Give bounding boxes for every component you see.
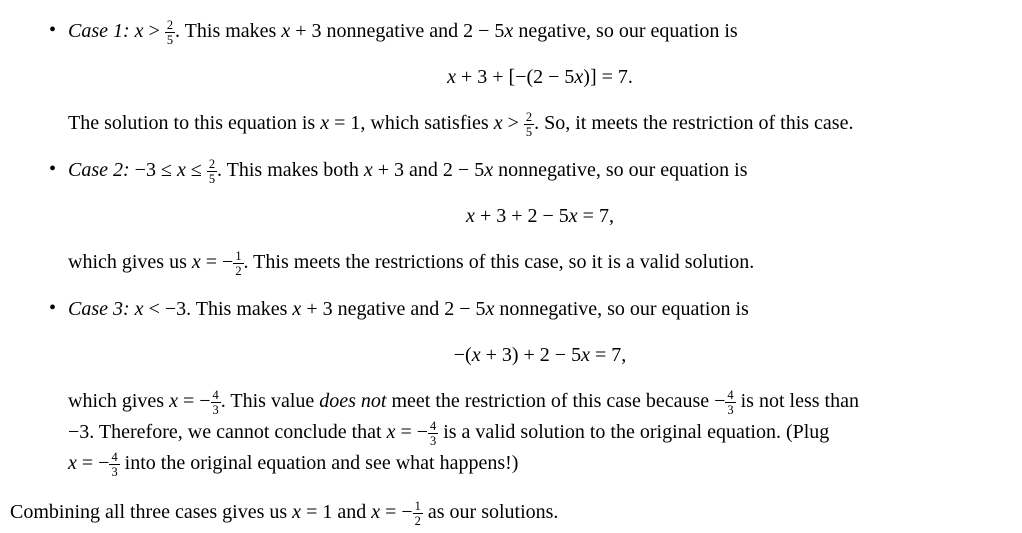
text-run: meet the restriction of this case because − xyxy=(386,390,726,412)
text-run: . This meets the restrictions of this case, so it is a valid solution. xyxy=(243,251,755,273)
text-run: x xyxy=(504,20,514,42)
text-run: < −3. This makes xyxy=(143,298,293,320)
text-run: does not xyxy=(319,390,387,412)
case-2-equation xyxy=(68,201,1012,232)
fraction: $\frac{1}{2}$ xyxy=(235,248,242,278)
text-run: x xyxy=(484,159,494,181)
text-run: x xyxy=(292,501,302,523)
text-run: x xyxy=(363,159,373,181)
case-2-head-text xyxy=(68,156,748,186)
text-run: = 7, xyxy=(589,344,627,366)
case-3-explanation xyxy=(68,386,1012,479)
text-run: x xyxy=(581,344,590,366)
text-run: . So, it meets the restriction of this case. xyxy=(534,112,854,134)
text-run: x xyxy=(371,501,381,523)
text-run: . This value xyxy=(220,390,320,412)
text-run: = 7, xyxy=(577,205,614,227)
text-run: > xyxy=(143,20,165,42)
fraction: $\frac{4}{3}$ xyxy=(727,387,734,417)
text-run: Case 3: xyxy=(68,298,135,320)
text-run: x xyxy=(176,159,186,181)
case-2-explanation xyxy=(68,247,1012,278)
case-1-head xyxy=(49,16,1012,47)
text-run: Case 1: xyxy=(68,20,135,42)
text-run: x xyxy=(466,205,475,227)
text-run: + 3 + [−(2 − 5 xyxy=(455,66,575,88)
text-run: −3 ≤ xyxy=(134,159,177,181)
bullet-icon: • xyxy=(49,158,57,180)
text-run: ≤ xyxy=(185,159,207,181)
text-run: x xyxy=(447,66,456,88)
text-run: = − xyxy=(395,421,429,443)
fraction: $\frac{4}{3}$ xyxy=(212,387,219,417)
fraction: $\frac{2}{5}$ xyxy=(166,17,174,47)
text-run: . This makes both xyxy=(217,159,364,181)
text-run: x xyxy=(68,452,77,474)
text-run: = − xyxy=(380,501,413,523)
text-run: Case 2: xyxy=(68,159,135,181)
fraction: $\frac{1}{2}$ xyxy=(414,498,421,528)
text-run: x xyxy=(568,205,578,227)
fraction: $\frac{4}{3}$ xyxy=(111,449,118,479)
text-run: x xyxy=(485,298,495,320)
text-run: x xyxy=(471,344,481,366)
text-run: = 1 and xyxy=(301,501,372,523)
text-run: + 3) + 2 − 5 xyxy=(480,344,582,366)
text-run: nonnegative, so our equation is xyxy=(493,159,748,181)
case-1-block xyxy=(49,16,1012,139)
text-run: which gives xyxy=(68,390,170,412)
text-run: )] = 7. xyxy=(583,66,633,88)
text-run: negative, so our equation is xyxy=(513,20,738,42)
text-run: x xyxy=(191,251,201,273)
text-run: > xyxy=(502,112,524,134)
explanation-line xyxy=(68,386,1012,417)
text-run: −3. Therefore, we cannot conclude that xyxy=(68,421,387,443)
text-run: x xyxy=(574,66,584,88)
text-run: The solution to this equation is xyxy=(68,112,321,134)
case-3-head xyxy=(49,294,1012,325)
conclusion-text xyxy=(10,497,1012,528)
text-run: = − xyxy=(76,452,110,474)
text-run: x xyxy=(320,112,330,134)
text-run: which gives us xyxy=(68,251,192,273)
text-run: . This makes xyxy=(175,20,282,42)
text-run: x xyxy=(292,298,302,320)
text-run: x xyxy=(493,112,503,134)
text-run: into the original equation and see what happens!) xyxy=(119,452,519,474)
text-run: −( xyxy=(453,344,472,366)
text-run: is a valid solution to the original equation. (Plug xyxy=(438,421,830,443)
case-1-equation xyxy=(68,62,1012,93)
text-run: x xyxy=(281,20,291,42)
text-run: = 1, which satisfies xyxy=(329,112,494,134)
case-3-head-text xyxy=(68,298,749,320)
case-1-head-text xyxy=(68,17,738,47)
text-run: + 3 and 2 − 5 xyxy=(372,159,485,181)
text-run: x xyxy=(169,390,178,412)
text-run: x xyxy=(386,421,396,443)
fraction: $\frac{2}{5}$ xyxy=(208,156,216,186)
explanation-line xyxy=(68,448,1012,479)
explanation-line xyxy=(68,417,1012,448)
case-2-head xyxy=(49,155,1012,186)
text-run: x xyxy=(134,20,144,42)
case-1-explanation xyxy=(68,108,1012,139)
text-run: x xyxy=(134,298,144,320)
fraction: $\frac{4}{3}$ xyxy=(430,418,437,448)
explanation-line xyxy=(68,108,1012,139)
text-run: + 3 nonnegative and 2 − 5 xyxy=(290,20,505,42)
bullet-icon: • xyxy=(49,297,57,319)
text-run: = − xyxy=(177,390,211,412)
text-run: nonnegative, so our equation is xyxy=(494,298,749,320)
text-run: as our solutions. xyxy=(422,501,559,523)
case-2-block xyxy=(49,155,1012,278)
explanation-line xyxy=(68,247,1012,278)
text-run: Combining all three cases gives us xyxy=(10,501,293,523)
bullet-icon: • xyxy=(49,19,57,41)
case-3-block xyxy=(49,294,1012,479)
text-run: = − xyxy=(200,251,234,273)
text-run: is not less than xyxy=(735,390,859,412)
fraction: $\frac{2}{5}$ xyxy=(525,109,533,139)
text-run: + 3 + 2 − 5 xyxy=(474,205,569,227)
text-run: + 3 negative and 2 − 5 xyxy=(301,298,486,320)
case-3-equation xyxy=(68,340,1012,371)
